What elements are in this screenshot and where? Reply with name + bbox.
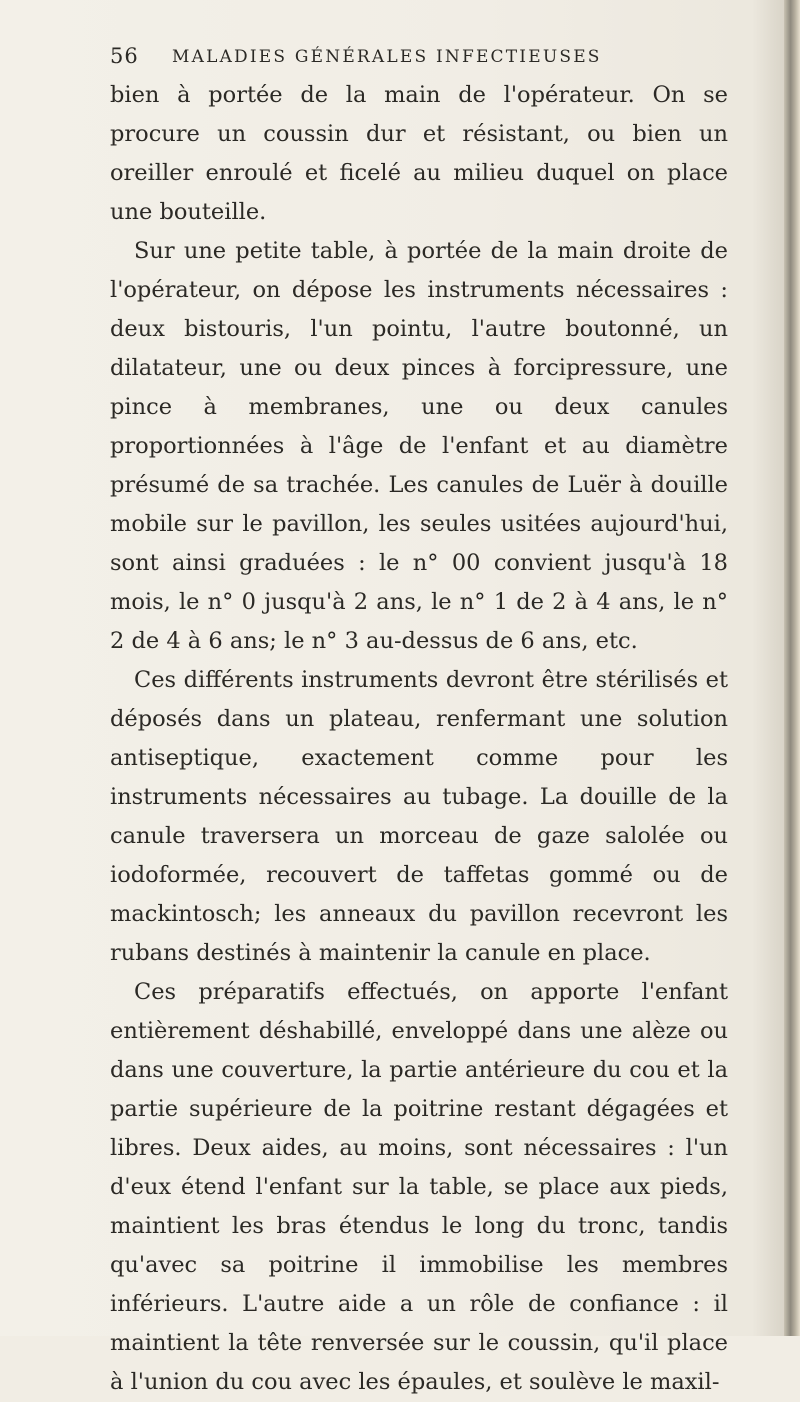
running-head (110, 44, 730, 74)
paragraph-preparation: Ces préparatifs effectués, on apporte l'enfant entièrement déshabillé, enveloppé dans une alèze ou dans une couverture, la partie antérieure du cou et la partie supérieure de la poitrine restant dégagées et libres. Deux aides, au moins, sont nécessaires : l'un d'eux étend l'enfant sur la table, se place aux pieds, maintient les bras étendus le long du tronc, tandis qu'avec sa poitrine il immobilise les membres inférieurs. L'autre aide a un rôle de confiance : il maintient la tête renversée sur le coussin, qu'il place à l'union du cou avec les épaules, et soulève le maxil- (110, 979, 728, 1395)
paragraph-sterilisation: Ces différents instruments devront être stérilisés et déposés dans un plateau, renfermant une solution antiseptique, exactement comme pour les instruments nécessaires au tubage. La douille de la canule traversera un morceau de gaze salolée ou iodoformée, recouvert de taffetas gommé ou de mackintosch; les anneaux du pavillon recevront les rubans destinés à maintenir la canule en place. (110, 667, 728, 966)
page-number: 56 (110, 44, 139, 68)
running-title: MALADIES GÉNÉRALES INFECTIEUSES (172, 47, 602, 67)
body-text (110, 76, 728, 1402)
page-edge-shadow (784, 0, 800, 1336)
paragraph-instruments: Sur une petite table, à portée de la main droite de l'opérateur, on dépose les instruments nécessaires : deux bistouris, l'un pointu, l'autre boutonné, un dilatateur, une ou deux pinces à forcipressure, une pince à membranes, une ou deux canules proportionnées à l'âge de l'enfant et au diamètre présumé de sa trachée. Les canules de Luër à douille mobile sur le pavillon, les seules usitées aujourd'hui, sont ainsi graduées : le n° 00 convient jusqu'à 18 mois, le n° 0 jusqu'à 2 ans, le n° 1 de 2 à 4 ans, le n° 2 de 4 à 6 ans; le n° 3 au-dessus de 6 ans, etc. (110, 238, 728, 654)
paragraph-continuation: bien à portée de la main de l'opérateur. On se procure un coussin dur et résistant, ou bien un oreiller enroulé et ficelé au milieu duquel on place une bouteille. (110, 82, 728, 225)
